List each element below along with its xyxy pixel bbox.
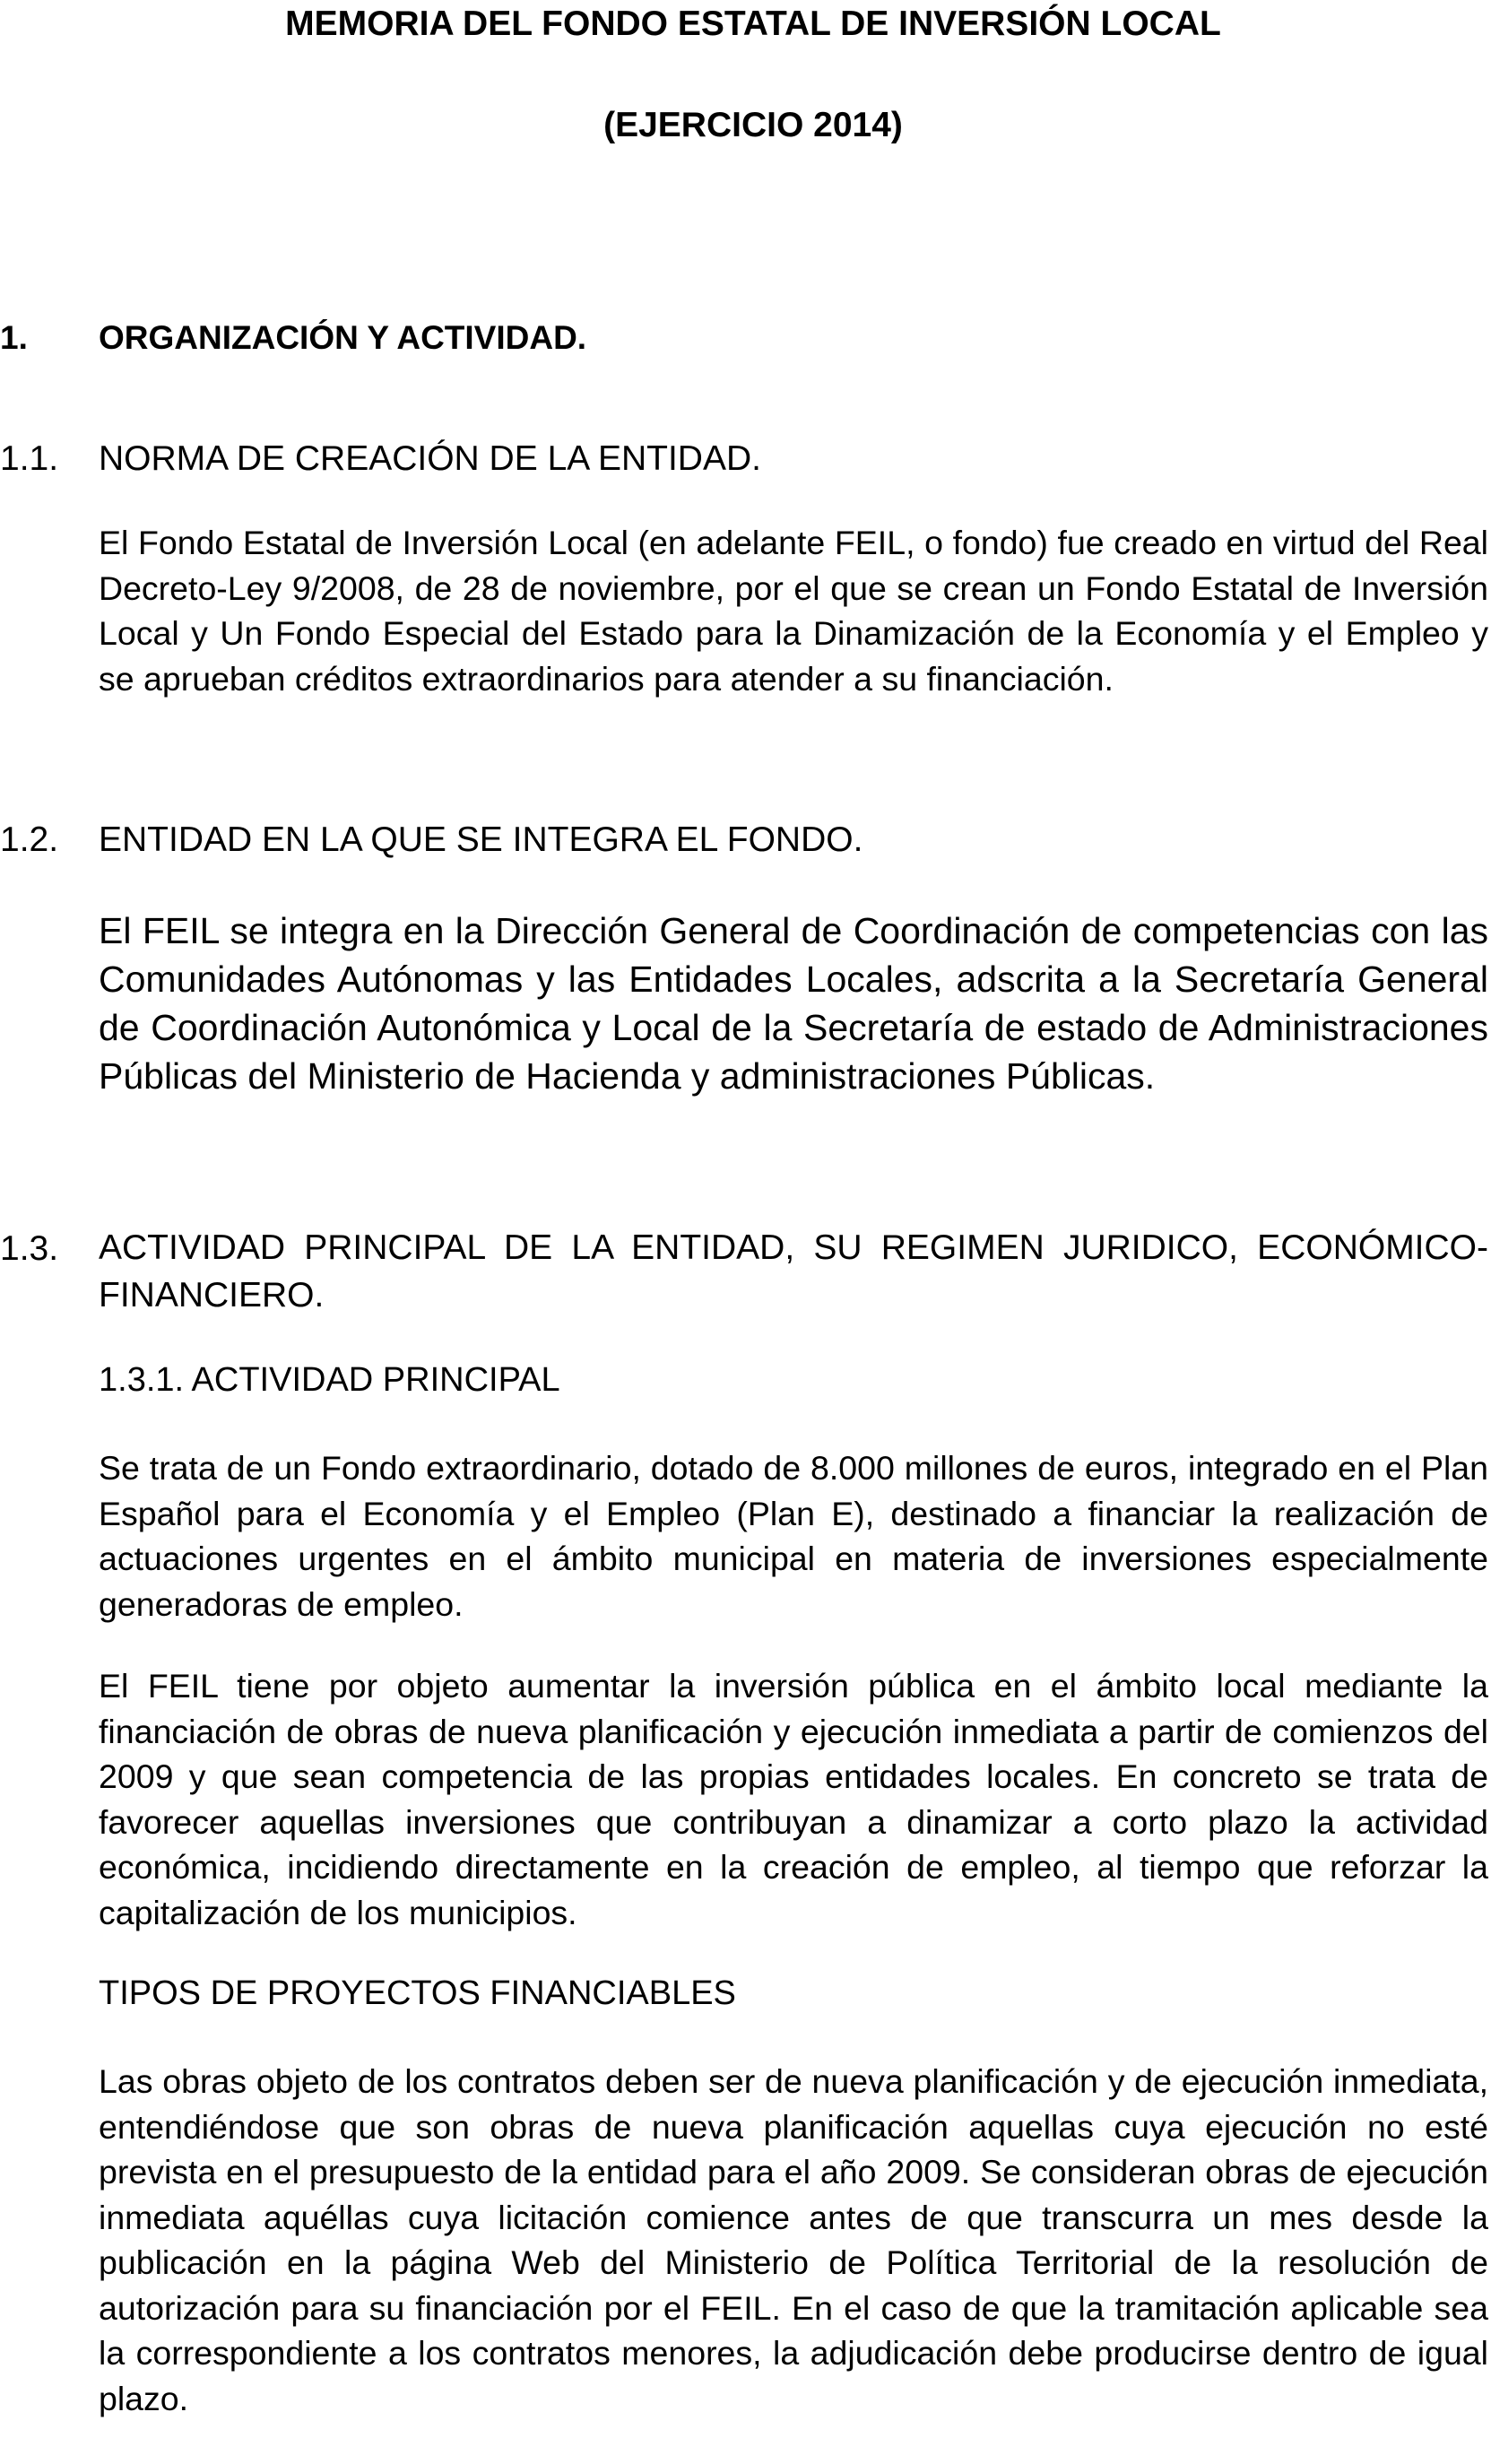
section-1-1-number: 1.1. [0, 439, 59, 478]
section-1-2-number: 1.2. [0, 820, 59, 859]
project-types-heading: TIPOS DE PROYECTOS FINANCIABLES [99, 1974, 736, 2012]
section-1-heading: ORGANIZACIÓN Y ACTIVIDAD. [99, 319, 587, 356]
section-1-2-heading: ENTIDAD EN LA QUE SE INTEGRA EL FONDO. [99, 820, 863, 859]
section-1-3-heading: ACTIVIDAD PRINCIPAL DE LA ENTIDAD, SU REGIMEN JURIDICO, ECONÓMICO-FINANCIERO. [99, 1228, 1488, 1314]
section-1-number: 1. [0, 319, 28, 356]
section-1-3-1-heading: 1.3.1. ACTIVIDAD PRINCIPAL [99, 1361, 560, 1399]
project-types-paragraph: Las obras objeto de los contratos deben ser de nueva planificación y de ejecución inmediata, entendiéndose que son obras de nueva planificación aquellas cuya ejecución no esté prevista en el presupuesto de la entidad para el año 2009. Se consideran obras de ejecución inmediata aquéllas cuya licitación comience antes de que transcurra un mes desde la publicación en la página Web del Ministerio de Política Territorial de la resolución de autorización para su financiación por el FEIL. En el caso de que la tramitación aplicable sea la correspondiente a los contratos menores, la adjudicación debe producirse dentro de igual plazo. [99, 2062, 1488, 2417]
section-1-1-paragraph: El Fondo Estatal de Inversión Local (en adelante FEIL, o fondo) fue creado en virtud del Real Decreto-Ley 9/2008, de 28 de noviembre, por el que se crean un Fondo Estatal de Inversión Local y Un Fondo Especial del Estado para la Dinamización de la Economía y el Empleo y se aprueban créditos extraordinarios para atender a su financiación. [99, 524, 1488, 698]
document-title: MEMORIA DEL FONDO ESTATAL DE INVERSIÓN LOCAL [285, 4, 1221, 43]
section-1-3-number: 1.3. [0, 1229, 59, 1268]
activity-paragraph-2: El FEIL tiene por objeto aumentar la inversión pública en el ámbito local mediante la financiación de obras de nueva planificación y ejecución inmediata a partir de comienzos del 2009 y que sean competencia de las propias entidades locales. En concreto se trata de favorecer aquellas inversiones que contribuyan a dinamizar a corto plazo la actividad económica, incidiendo directamente en la creación de empleo, al tiempo que reforzar la capitalización de los municipios. [99, 1667, 1488, 1931]
document-subtitle: (EJERCICIO 2014) [603, 106, 903, 144]
activity-paragraph-1: Se trata de un Fondo extraordinario, dotado de 8.000 millones de euros, integrado en el Plan Español para el Economía y el Empleo (Plan E), destinado a financiar la realización de actuaciones urgentes en el ámbito municipal en materia de inversiones especialmente generadoras de empleo. [99, 1449, 1488, 1623]
section-1-2-paragraph: El FEIL se integra en la Dirección General de Coordinación de competencias con las Comunidades Autónomas y las Entidades Locales, adscrita a la Secretaría General de Coordinación Autonómica y Local de la Secretaría de estado de Administraciones Públicas del Ministerio de Hacienda y administraciones Públicas. [99, 910, 1488, 1097]
section-1-1-heading: NORMA DE CREACIÓN DE LA ENTIDAD. [99, 439, 761, 478]
